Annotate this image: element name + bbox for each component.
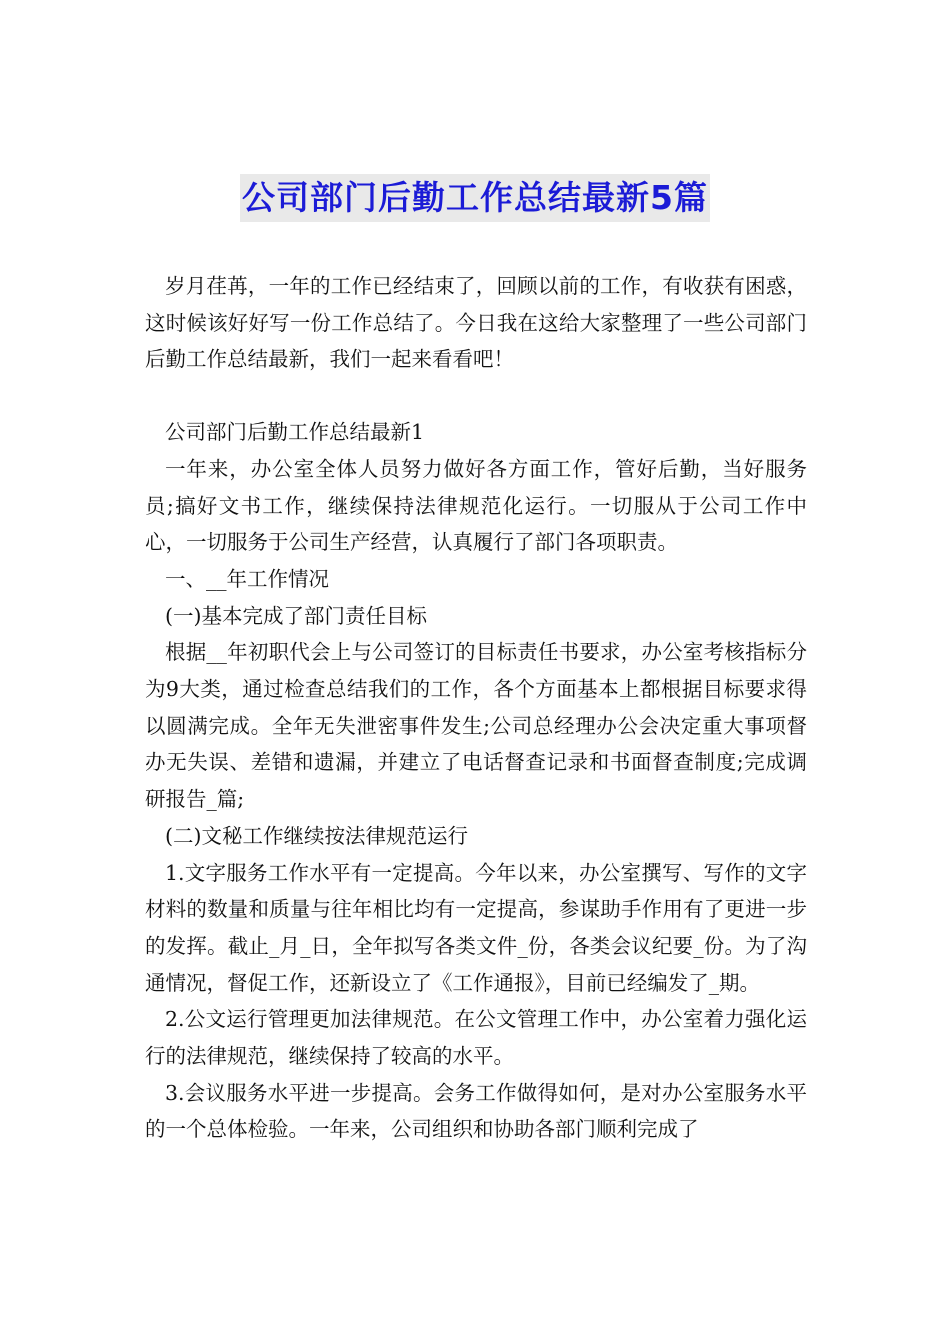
document-body [145, 268, 807, 1148]
body-paragraph: 根据__年初职代会上与公司签订的目标责任书要求，办公室考核指标分为9大类，通过检查总结我们的工作，各个方面基本上都根据目标要求得以圆满完成。全年无失泄密事件发生;公司总经理办公会决定重大事项督办无失误、差错和遗漏，并建立了电话督查记录和书面督查制度;完成调研报告_篇; [145, 640, 807, 812]
document-title: 公司部门后勤工作总结最新5篇 [240, 174, 710, 222]
section-heading-1: 公司部门后勤工作总结最新1 [165, 420, 425, 445]
subheading-secretarial-work: (二)文秘工作继续按法律规范运行 [165, 823, 468, 848]
intro-paragraph: 岁月荏苒，一年的工作已经结束了，回顾以前的工作，有收获有困惑，这时候该好好写一份工作总结了。今日我在这给大家整理了一些公司部门后勤工作总结最新，我们一起来看看吧！ [145, 274, 807, 372]
body-paragraph: 2.公文运行管理更加法律规范。在公文管理工作中，办公室着力强化运行的法律规范，继续保持了较高的水平。 [145, 1007, 807, 1069]
body-paragraph: 1.文字服务工作水平有一定提高。今年以来，办公室撰写、写作的文字材料的数量和质量与往年相比均有一定提高，参谋助手作用有了更进一步的发挥。截止_月_日，全年拟写各类文件_份，各类会议纪要_份。为了沟通情况，督促工作，还新设立了《工作通报》，目前已经编发了_期。 [145, 860, 807, 995]
subheading-target-completed: (一)基本完成了部门责任目标 [165, 603, 427, 628]
subheading-work-status: 一、__年工作情况 [165, 566, 329, 591]
body-paragraph: 一年来，办公室全体人员努力做好各方面工作，管好后勤，当好服务员;搞好文书工作，继续保持法律规范化运行。一切服从于公司工作中心，一切服务于公司生产经营，认真履行了部门各项职责。 [145, 456, 807, 555]
title-container [0, 174, 950, 222]
body-paragraph: 3.会议服务水平进一步提高。会务工作做得如何，是对办公室服务水平的一个总体检验。一年来，公司组织和协助各部门顺利完成了 [145, 1080, 807, 1142]
